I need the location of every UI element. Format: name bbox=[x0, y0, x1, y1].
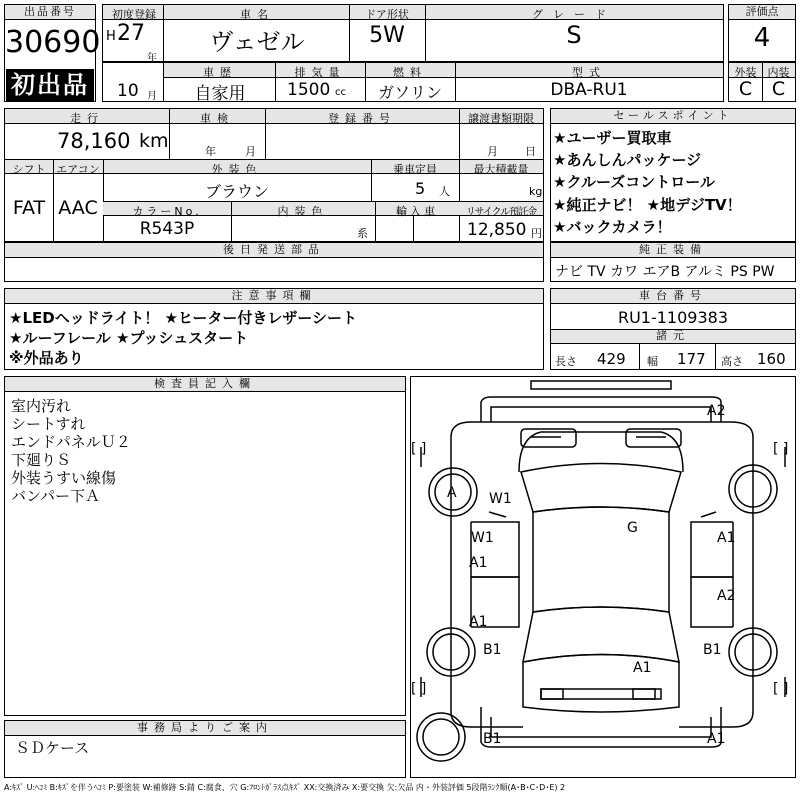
interior-score: C bbox=[771, 78, 786, 100]
mileage-label: 走行 bbox=[70, 112, 104, 125]
mark-b1-right: B1 bbox=[703, 642, 722, 658]
transfer-month-unit: 月 bbox=[487, 145, 498, 158]
exterior-score: C bbox=[738, 78, 753, 100]
capacity: 5 bbox=[415, 179, 426, 198]
sales-point-line: ★クルーズコントロール bbox=[553, 173, 715, 191]
lot-number: 30690 bbox=[5, 25, 101, 60]
score-value: 4 bbox=[753, 23, 771, 53]
model: DBA-RU1 bbox=[550, 80, 628, 100]
inspection-month-unit: 月 bbox=[245, 145, 256, 158]
sales-point-line: ★純正ナビ！ ★地デジTV！ bbox=[553, 196, 742, 214]
hood bbox=[451, 422, 753, 472]
lot-number-box bbox=[4, 4, 101, 102]
era: H bbox=[106, 29, 116, 44]
reg-month-unit: 月 bbox=[147, 91, 157, 102]
dims-label: 諸元 bbox=[551, 330, 795, 344]
mark-a2-top: A2 bbox=[707, 403, 726, 419]
header-table-row2 bbox=[102, 62, 724, 102]
shift-label: シフト bbox=[12, 163, 46, 176]
lot-label: 出品番号 bbox=[5, 5, 95, 20]
score-label: 評価点 bbox=[729, 5, 795, 20]
score-box bbox=[728, 4, 796, 62]
mark-b1-left: B1 bbox=[483, 642, 502, 658]
aircon: AAC bbox=[58, 197, 98, 219]
max-load-unit: kg bbox=[529, 185, 543, 198]
office-label: 事務局よりご案内 bbox=[5, 721, 405, 736]
reg-month: 10 bbox=[117, 81, 139, 101]
spare-tire bbox=[417, 713, 465, 761]
door-type: 5W bbox=[369, 23, 405, 48]
car-name: ヴェゼル bbox=[209, 28, 305, 56]
details-table bbox=[4, 108, 544, 242]
exterior-label: 外装 bbox=[734, 66, 757, 79]
int-color-unit: 系 bbox=[357, 227, 368, 240]
transfer-day-unit: 日 bbox=[525, 145, 536, 158]
notes-line: ★ルーフレール ★プッシュスタート bbox=[9, 329, 249, 347]
car-diagram bbox=[411, 377, 795, 777]
model-label: 型式 bbox=[572, 66, 606, 79]
interior-label: 内装 bbox=[767, 66, 790, 79]
mark-a-wheel: A bbox=[447, 485, 457, 501]
mark-g-roof: G bbox=[627, 520, 638, 536]
sales-point-line: ★バックカメラ！ bbox=[553, 218, 672, 236]
ext-color: ブラウン bbox=[204, 182, 269, 201]
inspector-line: バンパー下Ａ bbox=[11, 487, 100, 505]
reg-year: 27 bbox=[117, 21, 145, 46]
mark-w1-door: W1 bbox=[471, 530, 494, 546]
inspector-box bbox=[4, 376, 406, 716]
rear-panel bbox=[541, 689, 661, 699]
front-bumper bbox=[481, 397, 721, 422]
height: 160 bbox=[757, 350, 786, 368]
inspector-line: シートすれ bbox=[11, 415, 86, 433]
mark-bracket-left: [ ] bbox=[411, 441, 427, 457]
width-label: 幅 bbox=[647, 355, 658, 368]
recycle-label: リサイクル預託金 bbox=[465, 207, 537, 218]
notes-label: 注意事項欄 bbox=[5, 289, 543, 304]
chassis-number: RU1-1109383 bbox=[617, 308, 729, 327]
mark-a1-rear-right: A1 bbox=[707, 731, 726, 747]
width: 177 bbox=[677, 350, 706, 368]
mark-a1-door-rear: A1 bbox=[469, 614, 488, 630]
mileage-unit: km bbox=[139, 130, 169, 152]
front-bumper-strip bbox=[531, 381, 671, 389]
footer-legend: A:ｷｽﾞ U:ﾍｺﾐ B:ｷｽﾞを伴うﾍｺﾐ P:要塗装 W:補修跡 S:錆 C:腐食、穴 G:ﾌﾛﾝﾄｶﾞﾗｽ点ｷｽﾞ XX:交換済み X:要交換 欠:欠品 内・外装評価 5段階ﾗﾝｸ順(A･B･C･D･E) 2 bbox=[4, 783, 566, 792]
mileage: 78,160 bbox=[57, 129, 131, 153]
sales-points-box bbox=[550, 108, 796, 242]
mark-bracket-right: [ ] bbox=[773, 441, 789, 457]
int-color-label: 内装色 bbox=[277, 205, 329, 218]
later-parts-label: 後日発送部品 bbox=[5, 243, 543, 258]
length: 429 bbox=[597, 350, 626, 368]
fuel-label: 燃料 bbox=[393, 66, 427, 79]
notes-line: ★LEDヘッドライト！ ★ヒーター付きレザーシート bbox=[9, 309, 358, 327]
transfer-label: 譲渡書類期限 bbox=[468, 112, 534, 125]
body-left bbox=[451, 472, 523, 727]
mark-b1-rear-left: B1 bbox=[483, 731, 502, 747]
car-name-label: 車名 bbox=[240, 8, 274, 21]
displacement: 1500 bbox=[287, 80, 331, 100]
first-reg-label: 初度登録 bbox=[112, 8, 156, 21]
inspection-label: 車検 bbox=[200, 112, 234, 125]
mark-bracket-right-low: [ ] bbox=[773, 681, 789, 697]
notes-box bbox=[4, 288, 544, 370]
header-table-row1 bbox=[102, 4, 724, 62]
grade-label: グレード bbox=[532, 8, 616, 21]
history-label: 車歴 bbox=[203, 66, 237, 79]
grade: S bbox=[566, 21, 582, 49]
sales-point-line: ★あんしんパッケージ bbox=[553, 151, 702, 169]
inspector-line: 外装うすい線傷 bbox=[11, 469, 117, 487]
inspector-line: 下廻りＳ bbox=[11, 451, 72, 469]
trunk bbox=[523, 655, 679, 713]
inspector-line: 室内汚れ bbox=[11, 397, 72, 415]
inspection-year-unit: 年 bbox=[205, 145, 216, 158]
windshield bbox=[521, 464, 681, 513]
history: 自家用 bbox=[194, 84, 246, 104]
max-load-label: 最大積載量 bbox=[473, 163, 529, 176]
chassis-box bbox=[550, 288, 796, 370]
equipment-list: ナビ TV カワ エアB アルミ PS PW bbox=[555, 264, 775, 280]
door-label: ドア形状 bbox=[365, 8, 409, 21]
mark-w1-left: W1 bbox=[489, 491, 512, 507]
equipment-label: 純正装備 bbox=[551, 243, 795, 258]
reg-number-label: 登録番号 bbox=[328, 112, 396, 125]
capacity-unit: 人 bbox=[439, 185, 450, 198]
mark-a1-trunk: A1 bbox=[633, 660, 652, 676]
inspector-line: エンドパネルＵ２ bbox=[11, 433, 131, 451]
equipment-box bbox=[550, 242, 796, 282]
mark-a2-right-rear: A2 bbox=[717, 588, 736, 604]
recycle: 12,850 bbox=[467, 220, 527, 240]
notes-line: ※外品あり bbox=[9, 349, 84, 367]
recycle-unit: 円 bbox=[531, 227, 542, 240]
height-label: 高さ bbox=[721, 355, 743, 368]
office-text: ＳＤケース bbox=[15, 739, 90, 757]
capacity-label: 乗車定員 bbox=[393, 163, 437, 176]
reg-year-unit: 年 bbox=[147, 53, 157, 64]
displacement-unit: cc bbox=[335, 87, 346, 98]
import-label: 輸入車 bbox=[396, 205, 438, 218]
color-no: R543P bbox=[139, 219, 195, 239]
aircon-label: エアコン bbox=[56, 163, 100, 176]
ext-int-box bbox=[728, 62, 796, 102]
sales-points-label: セールスポイント bbox=[551, 109, 795, 124]
later-parts-box bbox=[4, 242, 544, 282]
mark-a1-right-front: A1 bbox=[717, 530, 736, 546]
roof bbox=[533, 507, 669, 612]
color-no-label: カラーNo. bbox=[132, 205, 202, 218]
displacement-label: 排気量 bbox=[294, 66, 346, 79]
inspector-label: 検査員記入欄 bbox=[5, 377, 405, 392]
office-box bbox=[4, 720, 406, 778]
first-listing-badge: 初出品 bbox=[6, 69, 94, 101]
fuel: ガソリン bbox=[377, 83, 442, 102]
length-label: 長さ bbox=[555, 355, 577, 368]
ext-color-label: 外装色 bbox=[211, 163, 263, 176]
sales-point-line: ★ユーザー買取車 bbox=[553, 129, 672, 147]
car-diagram-box bbox=[410, 376, 796, 778]
chassis-label: 車台番号 bbox=[551, 289, 795, 304]
shift: FAT bbox=[12, 197, 46, 219]
mark-a1-door-front: A1 bbox=[469, 555, 488, 571]
mark-bracket-left-low: [ ] bbox=[411, 681, 427, 697]
